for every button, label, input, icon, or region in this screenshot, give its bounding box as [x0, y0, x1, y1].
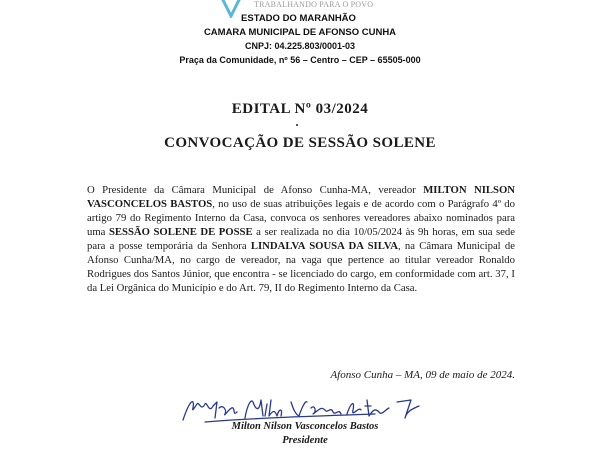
header-state: ESTADO DO MARANHÃO: [241, 13, 356, 24]
body-text-segment: O Presidente da Câmara Municipal de Afonso Cunha-MA, vereador: [87, 184, 424, 196]
body-bold-segment: SESSÃO SOLENE DE POSSE: [108, 226, 253, 238]
signatory-name: Milton Nilson Vasconcelos Bastos: [231, 421, 379, 432]
document-title: CONVOCAÇÃO DE SESSÃO SOLENE: [164, 135, 436, 151]
header-cnpj: CNPJ: 04.225.803/0001-03: [244, 41, 356, 51]
header-camara: CAMARA MUNICIPAL DE AFONSO CUNHA: [203, 27, 397, 38]
body-paragraph: [87, 183, 515, 295]
body-bold-segment: MILTON NILSON VASCONCELOS BASTOS: [87, 184, 516, 210]
separator-dot: [296, 124, 298, 126]
edital-number: EDITAL Nº 03/2024: [231, 101, 369, 117]
header-motto: TRABALHANDO PARA O POVO: [254, 0, 374, 9]
body-text-segment: a ser realizada no dia 10/05/2024 às 9h horas, em sua sede para a posse temporária da Senhora: [87, 226, 516, 252]
header-address: Praça da Comunidade, nº 56 – Centro – CEP – 65505-000: [179, 55, 421, 65]
signatory-role: Presidente: [282, 435, 328, 446]
place-date: Afonso Cunha – MA, 09 de maio de 2024.: [330, 369, 515, 381]
body-text-segment: , na Câmara Municipal de Afonso Cunha/MA, no cargo de vereador, na vaga que pertence ao titular vereador Ronaldo Rodrigues dos Santos Júnior, que encontra - se licenciado do cargo, em conformidade com art. 37, I da Lei Orgânica do Município e do Art. 79, II do Regimento Interno da Casa.: [87, 240, 516, 294]
body-text-segment: , no uso de suas atribuições legais e de acordo com o Parágrafo 4º do artigo 79 do Regimento Interno da Casa, convoca os senhores vereadores abaixo nominados para uma: [87, 198, 515, 238]
body-bold-segment: LINDALVA SOUSA DA SILVA: [250, 240, 398, 252]
